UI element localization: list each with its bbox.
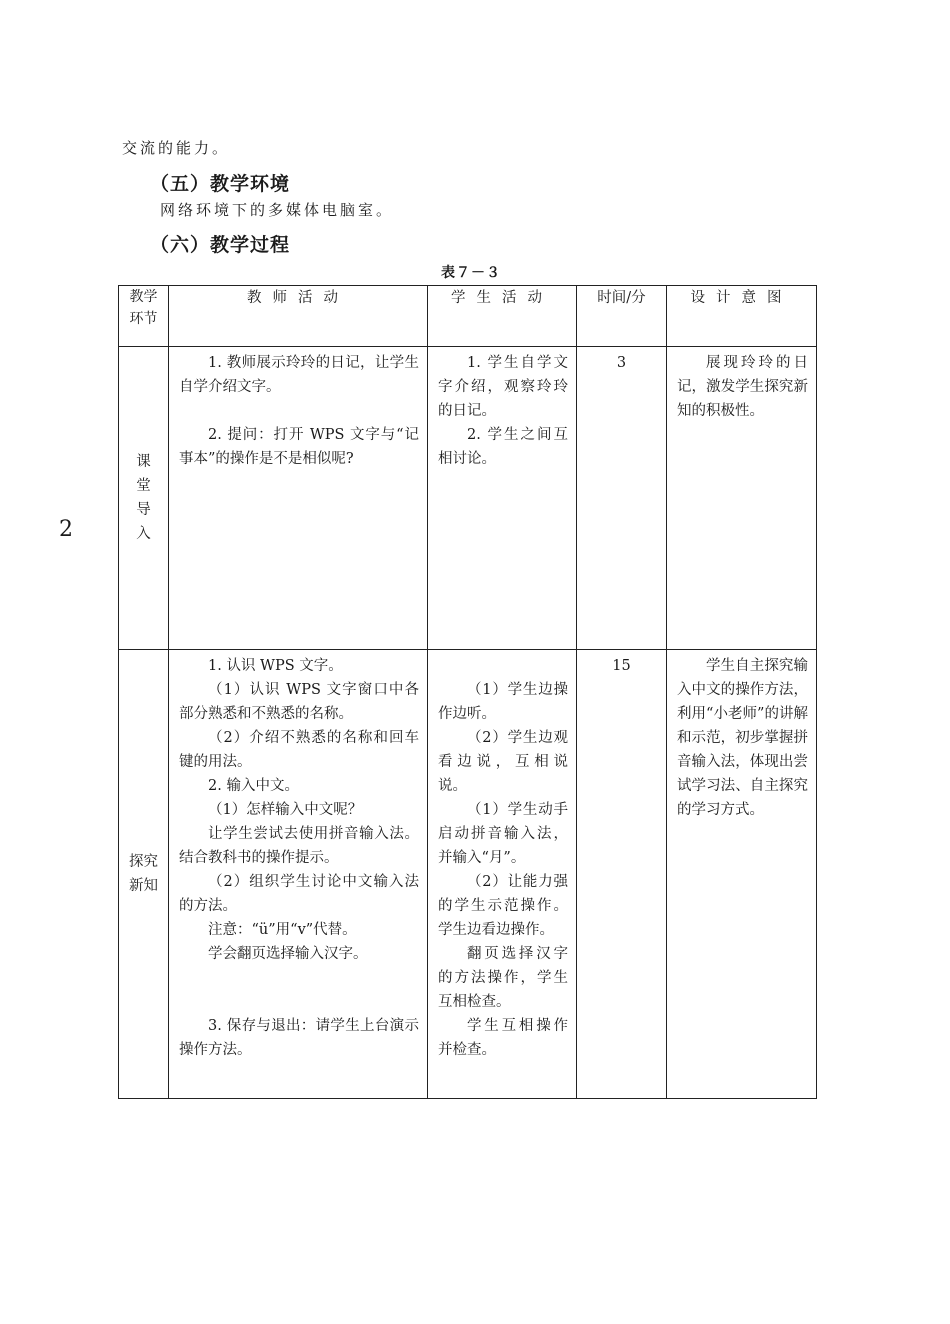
student-activity-cell xyxy=(428,650,577,1099)
table-caption: 表７－３ xyxy=(441,265,501,281)
header-stage xyxy=(119,286,169,347)
student-step: 2. 学生之间互相讨论。 xyxy=(438,427,568,467)
intent-text: 学生自主探究输入中文的操作方法，利用“小老师”的讲解和示范，初步掌握拼音输入法，体现出尝试学习法、自主探究的学习方式。 xyxy=(677,658,808,818)
page-number: 2 xyxy=(59,517,73,542)
design-intent-cell xyxy=(667,347,817,650)
stage-char: 入 xyxy=(136,526,151,542)
student-step: （2）让能力强的学生示范操作。学生边看边操作。 xyxy=(438,874,568,938)
design-intent-cell xyxy=(667,650,817,1099)
stage-line2: 新知 xyxy=(129,878,158,894)
teacher-step: 1. 教师展示玲玲的日记，让学生自学介绍文字。 xyxy=(179,355,419,395)
stage-cell-intro xyxy=(119,347,169,650)
stage-cell-explore xyxy=(119,650,169,1099)
student-step: 翻页选择汉字的方法操作，学生互相检查。 xyxy=(438,946,568,1010)
header-time: 时间/分 xyxy=(577,286,667,347)
section5-body: 网络环境下的多媒体电脑室。 xyxy=(160,201,395,219)
student-activity-cell xyxy=(428,347,577,650)
section5-heading: （五）教学环境 xyxy=(150,173,291,195)
stage-char: 导 xyxy=(136,502,151,518)
student-step: （1）学生边操作边听。 xyxy=(438,682,568,722)
table-row xyxy=(119,650,817,1099)
time-cell: 15 xyxy=(577,650,667,1099)
student-step: （1）学生动手启动拼音输入法，并输入“月”。 xyxy=(438,802,568,866)
teacher-step: 1. 认识 WPS 文字。 xyxy=(208,658,343,674)
stage-char: 课 xyxy=(136,454,151,470)
student-step: 学生互相操作并检查。 xyxy=(438,1018,568,1058)
teacher-step: 让学生尝试去使用拼音输入法。结合教科书的操作提示。 xyxy=(179,826,419,866)
section6-heading: （六）教学过程 xyxy=(150,234,291,256)
header-design-intent: 设计意图 xyxy=(667,286,817,347)
stage-line1: 探究 xyxy=(129,854,158,870)
teacher-step: （2）介绍不熟悉的名称和回车键的用法。 xyxy=(179,730,419,770)
table-row xyxy=(119,347,817,650)
header-teacher-activity: 教师活动 xyxy=(169,286,428,347)
teacher-step: （2）组织学生讨论中文输入法的方法。 xyxy=(179,874,419,914)
teacher-activity-cell xyxy=(169,650,428,1099)
teacher-step: 注意：“ü”用“v”代替。 xyxy=(208,922,357,938)
teacher-step: （1）认识 WPS 文字窗口中各部分熟悉和不熟悉的名称。 xyxy=(179,682,419,722)
header-student-activity: 学生活动 xyxy=(428,286,577,347)
teacher-step: （1）怎样输入中文呢？ xyxy=(208,802,363,818)
student-step: 1. 学生自学文字介绍，观察玲玲的日记。 xyxy=(438,355,568,419)
stage-char: 堂 xyxy=(136,478,151,494)
header-stage-line2: 环节 xyxy=(129,311,158,327)
intent-text: 展现玲玲的日记，激发学生探究新知的积极性。 xyxy=(677,355,808,419)
teacher-step: 2. 输入中文。 xyxy=(208,778,299,794)
time-cell: 3 xyxy=(577,347,667,650)
student-step: （2）学生边观看边说，互相说说。 xyxy=(438,730,568,794)
header-stage-line1: 教学 xyxy=(129,289,158,305)
teaching-process-table xyxy=(118,285,817,1099)
teacher-step: 2. 提问：打开 WPS 文字与“记事本”的操作是不是相似呢? xyxy=(179,427,419,467)
teacher-activity-cell xyxy=(169,347,428,650)
table-header-row xyxy=(119,286,817,347)
teacher-step: 3. 保存与退出：请学生上台演示操作方法。 xyxy=(179,1018,419,1058)
intro-line: 交流的能力。 xyxy=(122,139,231,157)
teacher-step: 学会翻页选择输入汉字。 xyxy=(208,946,368,962)
